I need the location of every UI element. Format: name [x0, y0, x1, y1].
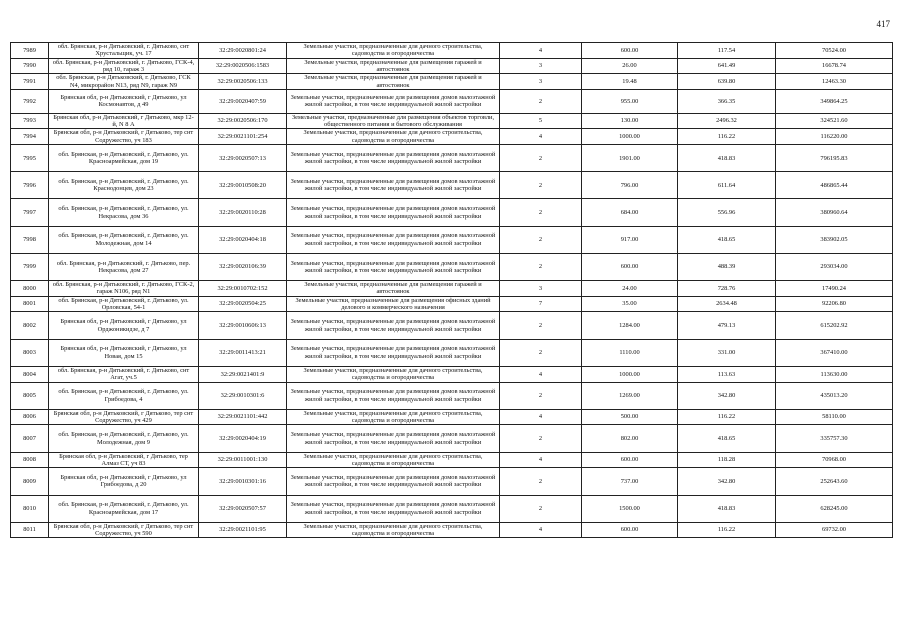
table-row — [11, 281, 893, 297]
row-number: 7989 — [11, 43, 49, 59]
area-cell: 1269.00 — [582, 382, 678, 409]
land-use-cell: Земельные участки, предназначенные для размещения гаражей и автостоянок — [287, 58, 500, 74]
cadastral-value-cell: 380960.64 — [776, 199, 893, 226]
page-number: 417 — [876, 19, 890, 29]
address-cell: обл. Брянская, р-н Дятьковский, г. Дятьково, ул. Красноармейская, дом 17 — [49, 495, 199, 522]
upks-cell: 479.13 — [678, 312, 776, 339]
upks-cell: 342.80 — [678, 468, 776, 495]
table-row — [11, 366, 893, 382]
table-row — [11, 199, 893, 226]
cadastral-number-cell: 32:29:0021101:95 — [199, 522, 287, 538]
row-number: 7994 — [11, 129, 49, 145]
upks-cell: 118.28 — [678, 452, 776, 468]
land-use-cell: Земельные участки, предназначенные для дачного строительства, садоводства и огородничества — [287, 129, 500, 145]
cadastral-value-cell: 324521.60 — [776, 113, 893, 129]
land-use-cell: Земельные участки, предназначенные для размещения домов малоэтажной жилой застройки, в том числе индивидуальной жилой застройки — [287, 382, 500, 409]
upks-cell: 418.83 — [678, 145, 776, 172]
area-cell: 1284.00 — [582, 312, 678, 339]
area-cell: 600.00 — [582, 452, 678, 468]
area-cell: 737.00 — [582, 468, 678, 495]
table-row — [11, 253, 893, 280]
table-row — [11, 312, 893, 339]
land-use-cell: Земельные участки, предназначенные для размещения домов малоэтажной жилой застройки, в том числе индивидуальной жилой застройки — [287, 172, 500, 199]
land-use-cell: Земельные участки, предназначенные для размещения домов малоэтажной жилой застройки, в том числе индивидуальной жилой застройки — [287, 90, 500, 114]
group-cell: 4 — [500, 129, 582, 145]
cadastral-number-cell: 32:29:0020507:13 — [199, 145, 287, 172]
land-use-cell: Земельные участки, предназначенные для размещения домов малоэтажной жилой застройки, в том числе индивидуальной жилой застройки — [287, 339, 500, 366]
address-cell: обл. Брянская, р-н Дятьковский, г. Дятьково, ГСК N4, микрорайон N13, ряд N9, гараж N9 — [49, 74, 199, 90]
group-cell: 3 — [500, 74, 582, 90]
cadastral-value-cell: 12463.30 — [776, 74, 893, 90]
address-cell: обл. Брянская, р-н Дятьковский, г. Дятьково, ГСК-2, гараж N106, ряд N1 — [49, 281, 199, 297]
area-cell: 1000.00 — [582, 129, 678, 145]
upks-cell: 366.35 — [678, 90, 776, 114]
row-number: 7993 — [11, 113, 49, 129]
row-number: 8003 — [11, 339, 49, 366]
cadastral-number-cell: 32:29:0020506:170 — [199, 113, 287, 129]
land-use-cell: Земельные участки, предназначенные для размещения домов малоэтажной жилой застройки, в том числе индивидуальной жилой застройки — [287, 226, 500, 253]
cadastral-value-cell: 435013.20 — [776, 382, 893, 409]
land-use-cell: Земельные участки, предназначенные для размещения домов малоэтажной жилой застройки, в том числе индивидуальной жилой застройки — [287, 253, 500, 280]
area-cell: 955.00 — [582, 90, 678, 114]
group-cell: 2 — [500, 226, 582, 253]
cadastral-number-cell: 32:29:0021101:442 — [199, 409, 287, 425]
row-number: 8000 — [11, 281, 49, 297]
land-use-cell: Земельные участки, предназначенные для размещения гаражей и автостоянок — [287, 74, 500, 90]
row-number: 7992 — [11, 90, 49, 114]
row-number: 8007 — [11, 425, 49, 452]
cadastral-number-cell: 32:29:0010508:20 — [199, 172, 287, 199]
area-cell: 796.00 — [582, 172, 678, 199]
cadastral-number-cell: 32:29:0010606:13 — [199, 312, 287, 339]
area-cell: 1901.00 — [582, 145, 678, 172]
cadastral-number-cell: 32:29:0011413:21 — [199, 339, 287, 366]
group-cell: 2 — [500, 339, 582, 366]
area-cell: 26.00 — [582, 58, 678, 74]
table-row — [11, 296, 893, 312]
cadastral-value-cell: 615202.92 — [776, 312, 893, 339]
upks-cell: 418.65 — [678, 226, 776, 253]
address-cell: обл. Брянская, р-н Дятьковский, г. Дятьково, ул. Молодежная, дом 9 — [49, 425, 199, 452]
area-cell: 1000.00 — [582, 366, 678, 382]
table-row — [11, 90, 893, 114]
upks-cell: 556.96 — [678, 199, 776, 226]
address-cell: обл. Брянская, р-н Дятьковский, г. Дятьково, снт Хрустальщик, уч. 17 — [49, 43, 199, 59]
address-cell: Брянская обл, р-н Дятьковский, г Дятьково, ул Орджоникидзе, д 7 — [49, 312, 199, 339]
row-number: 7991 — [11, 74, 49, 90]
cadastral-value-cell: 486865.44 — [776, 172, 893, 199]
land-use-cell: Земельные участки, предназначенные для размещения домов малоэтажной жилой застройки, в том числе индивидуальной жилой застройки — [287, 468, 500, 495]
land-use-cell: Земельные участки, предназначенные для дачного строительства, садоводства и огородничества — [287, 409, 500, 425]
address-cell: обл. Брянская, р-н Дятьковский, г. Дятьково, ул. Орловская, 54-1 — [49, 296, 199, 312]
upks-cell: 611.64 — [678, 172, 776, 199]
area-cell: 600.00 — [582, 522, 678, 538]
cadastral-number-cell: 32:29:0020404:19 — [199, 425, 287, 452]
area-cell: 917.00 — [582, 226, 678, 253]
group-cell: 4 — [500, 409, 582, 425]
address-cell: Брянская обл, р-н Дятьковский, г Дятьково, ул Грибоедова, д 20 — [49, 468, 199, 495]
upks-cell: 639.80 — [678, 74, 776, 90]
group-cell: 7 — [500, 296, 582, 312]
upks-cell: 116.22 — [678, 129, 776, 145]
land-use-cell: Земельные участки, предназначенные для размещения объектов торговли, общественного питания и бытового обслуживания — [287, 113, 500, 129]
cadastral-value-cell: 70968.00 — [776, 452, 893, 468]
land-use-cell: Земельные участки, предназначенные для размещения офисных зданий делового и коммерческого назначения — [287, 296, 500, 312]
cadastral-value-cell: 92206.80 — [776, 296, 893, 312]
address-cell: обл. Брянская, р-н Дятьковский, г. Дятьково, ГСК-4, ряд 10, гараж 3 — [49, 58, 199, 74]
address-cell: Брянская обл, р-н Дятьковский, г Дятьково, тер снт Содружество, уч 590 — [49, 522, 199, 538]
upks-cell: 418.83 — [678, 495, 776, 522]
cadastral-value-cell: 796195.83 — [776, 145, 893, 172]
address-cell: Брянская обл, р-н Дятьковский, г Дятьково, ул Новая, дом 15 — [49, 339, 199, 366]
table-row — [11, 409, 893, 425]
land-use-cell: Земельные участки, предназначенные для дачного строительства, садоводства и огородничества — [287, 43, 500, 59]
cadastral-number-cell: 32:29:0020110:28 — [199, 199, 287, 226]
area-cell: 600.00 — [582, 43, 678, 59]
group-cell: 2 — [500, 425, 582, 452]
row-number: 8009 — [11, 468, 49, 495]
cadastral-number-cell: 32:29:0020801:24 — [199, 43, 287, 59]
row-number: 8006 — [11, 409, 49, 425]
row-number: 8005 — [11, 382, 49, 409]
area-cell: 684.00 — [582, 199, 678, 226]
area-cell: 19.48 — [582, 74, 678, 90]
upks-cell: 116.22 — [678, 409, 776, 425]
address-cell: обл. Брянская, р-н Дятьковский, г. Дятьково, ул. Красноармейская, дом 19 — [49, 145, 199, 172]
cadastral-number-cell: 32:29:0020407:59 — [199, 90, 287, 114]
upks-cell: 418.65 — [678, 425, 776, 452]
address-cell: обл. Брянская, р-н Дятьковский, г. Дятьково, пер. Некрасова, дом 27 — [49, 253, 199, 280]
row-number: 8008 — [11, 452, 49, 468]
table-body — [11, 43, 893, 538]
upks-cell: 113.63 — [678, 366, 776, 382]
area-cell: 1500.00 — [582, 495, 678, 522]
land-use-cell: Земельные участки, предназначенные для дачного строительства, садоводства и огородничества — [287, 522, 500, 538]
cadastral-value-cell: 383902.05 — [776, 226, 893, 253]
land-use-cell: Земельные участки, предназначенные для размещения домов малоэтажной жилой застройки, в том числе индивидуальной жилой застройки — [287, 199, 500, 226]
area-cell: 1110.00 — [582, 339, 678, 366]
group-cell: 2 — [500, 468, 582, 495]
row-number: 7997 — [11, 199, 49, 226]
cadastral-number-cell: 32:29:0021101:254 — [199, 129, 287, 145]
table-row — [11, 58, 893, 74]
table-row — [11, 339, 893, 366]
land-use-cell: Земельные участки, предназначенные для размещения гаражей и автостоянок — [287, 281, 500, 297]
table-row — [11, 425, 893, 452]
cadastral-number-cell: 32:29:0010702:152 — [199, 281, 287, 297]
address-cell: обл. Брянская, р-н Дятьковский, г. Дятьково, ул. Краснодонцев, дом 23 — [49, 172, 199, 199]
row-number: 8004 — [11, 366, 49, 382]
row-number: 8011 — [11, 522, 49, 538]
cadastral-value-cell: 116220.00 — [776, 129, 893, 145]
upks-cell: 331.00 — [678, 339, 776, 366]
group-cell: 3 — [500, 281, 582, 297]
cadastral-value-cell: 17490.24 — [776, 281, 893, 297]
table-row — [11, 522, 893, 538]
row-number: 8002 — [11, 312, 49, 339]
row-number: 7996 — [11, 172, 49, 199]
cadastral-number-cell: 32:29:0020507:57 — [199, 495, 287, 522]
area-cell: 600.00 — [582, 253, 678, 280]
cadastral-value-cell: 367410.00 — [776, 339, 893, 366]
cadastral-value-cell: 113630.00 — [776, 366, 893, 382]
table-row — [11, 468, 893, 495]
group-cell: 2 — [500, 199, 582, 226]
cadastral-number-cell: 32:29:0020106:39 — [199, 253, 287, 280]
cadastral-value-cell: 628245.00 — [776, 495, 893, 522]
group-cell: 4 — [500, 452, 582, 468]
cadastral-value-cell: 70524.00 — [776, 43, 893, 59]
table-row — [11, 382, 893, 409]
upks-cell: 2634.48 — [678, 296, 776, 312]
area-cell: 35.00 — [582, 296, 678, 312]
row-number: 7995 — [11, 145, 49, 172]
address-cell: Брянская обл, р-н Дятьковский, г Дятьково, тер снт Содружество, уч 183 — [49, 129, 199, 145]
group-cell: 2 — [500, 495, 582, 522]
table-row — [11, 129, 893, 145]
cadastral-number-cell: 32:29:0010301:6 — [199, 382, 287, 409]
upks-cell: 2496.32 — [678, 113, 776, 129]
area-cell: 24.00 — [582, 281, 678, 297]
group-cell: 2 — [500, 382, 582, 409]
address-cell: обл. Брянская, р-н Дятьковский, г. Дятьково, ул. Молодежная, дом 14 — [49, 226, 199, 253]
land-use-cell: Земельные участки, предназначенные для размещения домов малоэтажной жилой застройки, в том числе индивидуальной жилой застройки — [287, 312, 500, 339]
group-cell: 4 — [500, 43, 582, 59]
cadastral-number-cell: 32:29:0020404:18 — [199, 226, 287, 253]
address-cell: Брянская обл, р-н Дятьковский, г Дятьково, тер снт Содружество, уч 429 — [49, 409, 199, 425]
cadastral-value-cell: 252643.60 — [776, 468, 893, 495]
upks-cell: 488.39 — [678, 253, 776, 280]
cadastral-value-cell: 58110.00 — [776, 409, 893, 425]
land-use-cell: Земельные участки, предназначенные для дачного строительства, садоводства и огородничества — [287, 366, 500, 382]
table-row — [11, 495, 893, 522]
address-cell: Брянская обл, р-н Дятьковский, г Дятьково, тер Алмаз СТ, уч 83 — [49, 452, 199, 468]
upks-cell: 342.80 — [678, 382, 776, 409]
group-cell: 2 — [500, 145, 582, 172]
table-row — [11, 74, 893, 90]
address-cell: обл. Брянская, р-н Дятьковский, г. Дятьково, снт Агат, уч.5 — [49, 366, 199, 382]
land-use-cell: Земельные участки, предназначенные для размещения домов малоэтажной жилой застройки, в том числе индивидуальной жилой застройки — [287, 425, 500, 452]
area-cell: 802.00 — [582, 425, 678, 452]
row-number: 7999 — [11, 253, 49, 280]
cadastral-value-cell: 69732.00 — [776, 522, 893, 538]
upks-cell: 641.49 — [678, 58, 776, 74]
upks-cell: 117.54 — [678, 43, 776, 59]
land-use-cell: Земельные участки, предназначенные для размещения домов малоэтажной жилой застройки, в том числе индивидуальной жилой застройки — [287, 145, 500, 172]
land-use-cell: Земельные участки, предназначенные для размещения домов малоэтажной жилой застройки, в том числе индивидуальной жилой застройки — [287, 495, 500, 522]
cadastral-number-cell: 32:29:0010301:16 — [199, 468, 287, 495]
area-cell: 130.00 — [582, 113, 678, 129]
group-cell: 2 — [500, 172, 582, 199]
group-cell: 4 — [500, 522, 582, 538]
cadastral-number-cell: 32:29:0020504:25 — [199, 296, 287, 312]
cadastral-number-cell: 32:29:0011001:130 — [199, 452, 287, 468]
address-cell: Брянская обл, р-н Дятьковский, г Дятьково, мкр 12-й, N 8 А — [49, 113, 199, 129]
group-cell: 4 — [500, 366, 582, 382]
table-row — [11, 226, 893, 253]
table-row — [11, 145, 893, 172]
cadastral-number-cell: 32:29:0021401:9 — [199, 366, 287, 382]
group-cell: 2 — [500, 253, 582, 280]
group-cell: 2 — [500, 312, 582, 339]
table-row — [11, 43, 893, 59]
cadastral-value-cell: 16678.74 — [776, 58, 893, 74]
address-cell: обл. Брянская, р-н Дятьковский, г. Дятьково, ул. Некрасова, дом 36 — [49, 199, 199, 226]
upks-cell: 728.76 — [678, 281, 776, 297]
upks-cell: 116.22 — [678, 522, 776, 538]
cadastral-value-cell: 349864.25 — [776, 90, 893, 114]
group-cell: 3 — [500, 58, 582, 74]
group-cell: 5 — [500, 113, 582, 129]
cadastral-value-cell: 293034.00 — [776, 253, 893, 280]
table-row — [11, 172, 893, 199]
area-cell: 500.00 — [582, 409, 678, 425]
row-number: 8010 — [11, 495, 49, 522]
row-number: 7990 — [11, 58, 49, 74]
table-row — [11, 113, 893, 129]
address-cell: Брянская обл, р-н Дятьковский, г Дятьково, ул Космонавтов, д 49 — [49, 90, 199, 114]
group-cell: 2 — [500, 90, 582, 114]
cadastral-number-cell: 32:29:0020506:1583 — [199, 58, 287, 74]
cadastral-table — [10, 42, 893, 538]
row-number: 7998 — [11, 226, 49, 253]
address-cell: обл. Брянская, р-н Дятьковский, г. Дятьково, ул. Грибоедова, 4 — [49, 382, 199, 409]
table-row — [11, 452, 893, 468]
cadastral-value-cell: 335757.30 — [776, 425, 893, 452]
cadastral-number-cell: 32:29:0020506:133 — [199, 74, 287, 90]
row-number: 8001 — [11, 296, 49, 312]
land-use-cell: Земельные участки, предназначенные для дачного строительства, садоводства и огородничества — [287, 452, 500, 468]
